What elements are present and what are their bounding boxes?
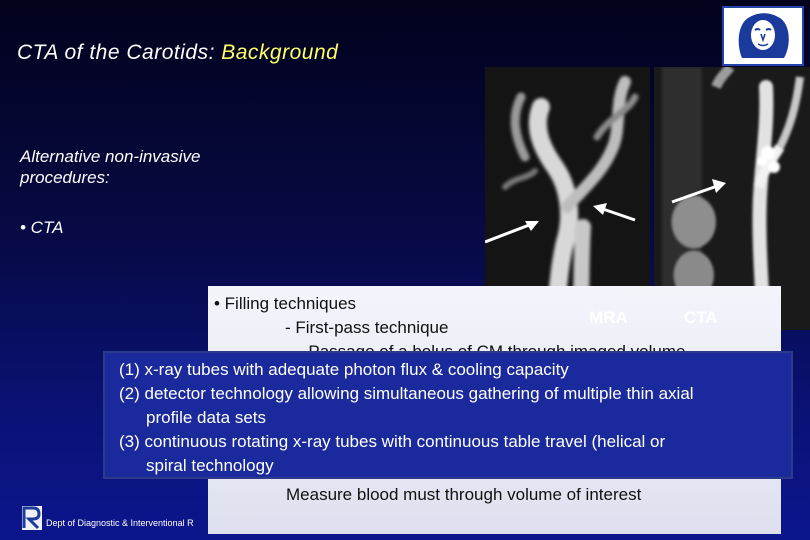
requirement-3: (3) continuous rotating x-ray tubes with continuous table travel (helical or (119, 432, 666, 451)
slide-title (17, 41, 338, 65)
title-prefix: CTA of the Carotids: (17, 41, 222, 64)
requirement-3-continued: spiral technology (146, 456, 274, 475)
first-pass-technique: - First-pass technique (285, 318, 449, 337)
requirement-2-continued: profile data sets (146, 408, 267, 427)
measure-blood-text: Measure blood must through volume of interest (286, 485, 642, 504)
title-accent: Background (221, 41, 339, 64)
mra-label: MRA (589, 308, 628, 327)
footer-department-text: Dept of Diagnostic & Interventional R (46, 518, 194, 528)
alternative-procedures-label: Alternative non-invasive procedures: (20, 147, 201, 187)
filling-techniques-heading: • Filling techniques (214, 294, 357, 313)
requirements-box (103, 351, 793, 479)
cta-bullet: • CTA (20, 218, 64, 237)
cta-label: CTA (684, 308, 718, 327)
university-logo (722, 6, 804, 66)
department-logo-icon (22, 506, 42, 530)
portrait-logo-icon (724, 8, 802, 64)
requirement-2: (2) detector technology allowing simultaneous gathering of multiple thin axial (119, 384, 694, 403)
requirement-1: (1) x-ray tubes with adequate photon flux & cooling capacity (119, 360, 569, 379)
